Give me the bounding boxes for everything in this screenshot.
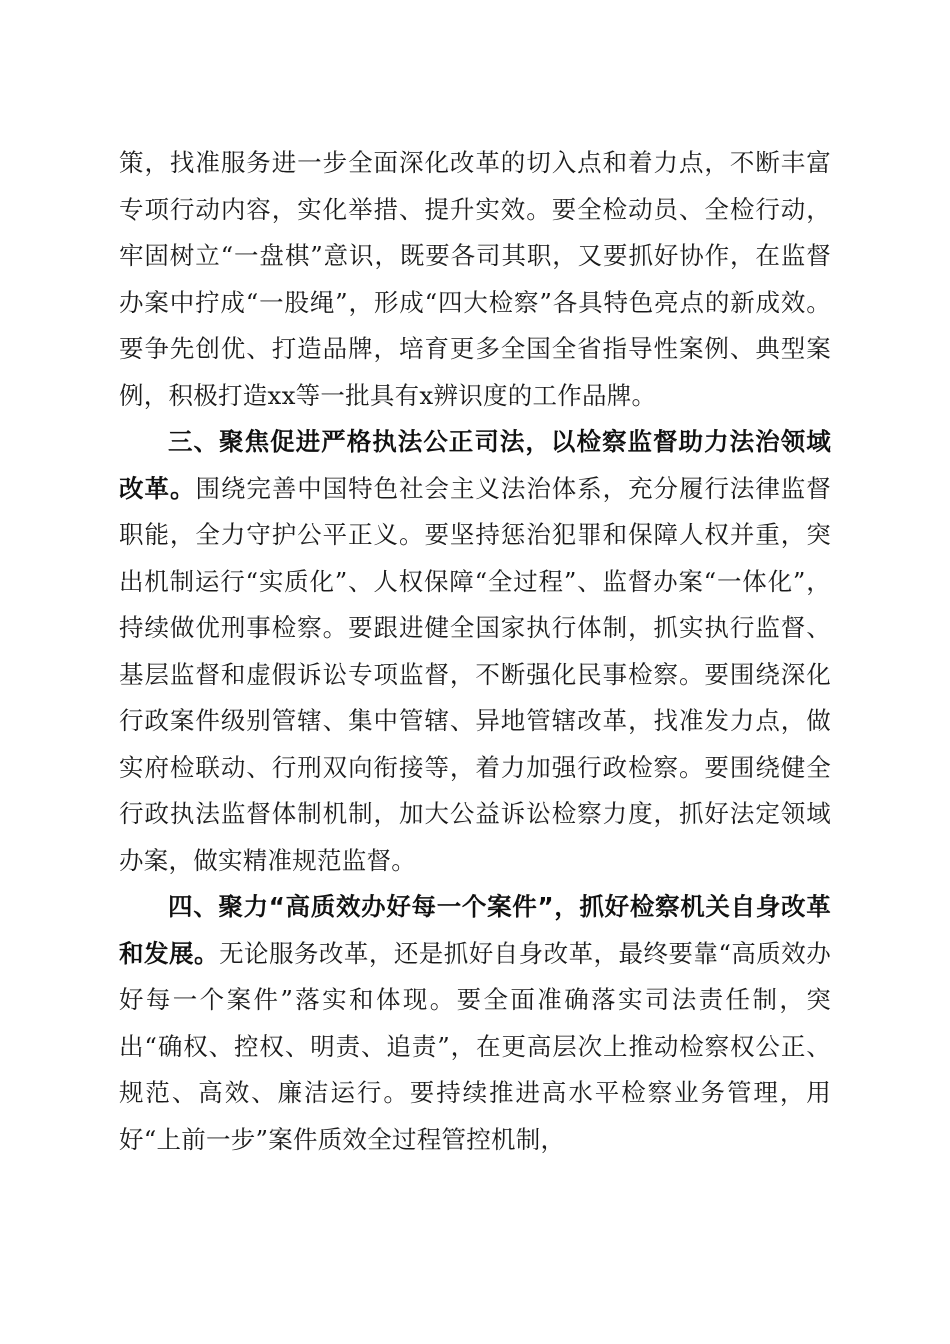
section-four-body: 无论服务改革，还是抓好自身改革，最终要靠“高质效办好每一个案件”落实和体现。要全面准确落实司法责任制，突出“确权、控权、明责、追责”，在更高层次上推动检察权公正、规范、高效、廉洁运行。要持续推进高水平检察业务管理，用好“上前一步”案件质效全过程管控机制， (119, 938, 831, 1154)
section-three-paragraph (119, 419, 831, 884)
section-three-body: 围绕完善中国特色社会主义法治体系，充分履行法律监督职能，全力守护公平正义。要坚持惩治犯罪和保障人权并重，突出机制运行“实质化”、人权保障“全过程”、监督办案“一体化”，持续做优刑事检察。要跟进健全国家执行体制，抓实执行监督、基层监督和虚假诉讼专项监督，不断强化民事检察。要围绕深化行政案件级别管辖、集中管辖、异地管辖改革，找准发力点，做实府检联动、行刑双向衔接等，着力加强行政检察。要围绕健全行政执法监督体制机制，加大公益诉讼检察力度，抓好法定领域办案，做实精准规范监督。 (119, 473, 831, 875)
section-four-heading: 四、聚力“高质效办好每一个案件”，抓好检察机关自身改革和发展。 (119, 892, 831, 968)
section-three-heading: 三、聚焦促进严格执法公正司法，以检察监督助力法治领域改革。 (119, 427, 831, 503)
document-body (119, 140, 831, 1163)
paragraph-continued-text: 策，找准服务进一步全面深化改革的切入点和着力点，不断丰富专项行动内容，实化举措、提升实效。要全检动员、全检行动，牢固树立“一盘棋”意识，既要各司其职，又要抓好协作，在监督办案中拧成“一股绳”，形成“四大检察”各具特色亮点的新成效。要争先创优、打造品牌，培育更多全国全省指导性案例、典型案例，积极打造xx等一批具有x辨识度的工作品牌。 (119, 148, 831, 410)
section-four-paragraph (119, 884, 831, 1163)
paragraph-continued (119, 140, 831, 419)
